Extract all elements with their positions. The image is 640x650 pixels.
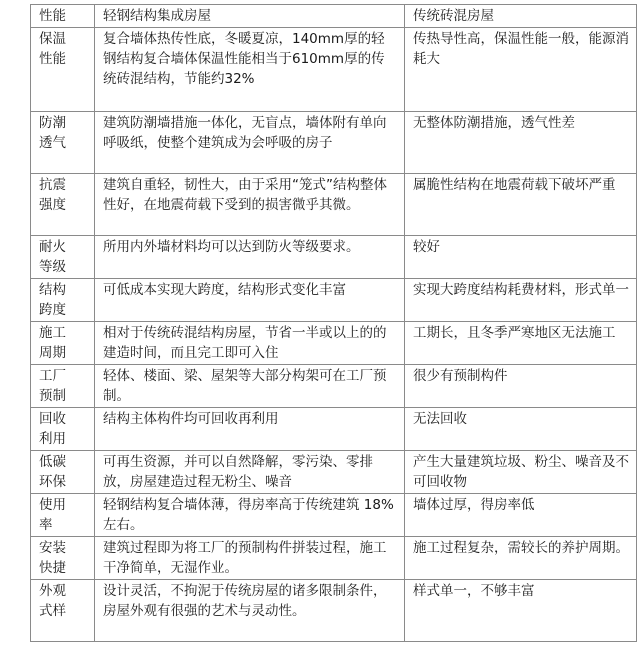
table-row [31,451,637,494]
row-brick-house: 无整体防潮措施，透气性差 [405,112,637,174]
row-attribute: 防潮 透气 [31,112,95,174]
row-attribute: 耐火 等级 [31,236,95,279]
header-brick-house: 传统砖混房屋 [405,5,637,28]
row-brick-house: 工期长，且冬季严寒地区无法施工 [405,322,637,365]
table-row [31,322,637,365]
row-attribute: 工厂 预制 [31,365,95,408]
table-row [31,28,637,112]
comparison-table [30,4,637,642]
row-brick-house: 无法回收 [405,408,637,451]
table-header-row [31,5,637,28]
row-brick-house: 较好 [405,236,637,279]
table-row [31,537,637,580]
row-steel-house: 建筑自重轻，韧性大，由于采用“笼式”结构整体性好，在地震荷载下受到的损害微乎其微。 [95,174,405,236]
row-steel-house: 轻钢结构复合墙体薄，得房率高于传统建筑 18%左右。 [95,494,405,537]
row-steel-house: 建筑防潮墙措施一体化，无盲点，墙体附有单向呼吸纸，使整个建筑成为会呼吸的房子 [95,112,405,174]
row-brick-house: 实现大跨度结构耗费材料，形式单一 [405,279,637,322]
row-attribute: 低碳 环保 [31,451,95,494]
row-attribute: 外观 式样 [31,580,95,642]
row-brick-house: 样式单一，不够丰富 [405,580,637,642]
row-steel-house: 结构主体构件均可回收再利用 [95,408,405,451]
row-attribute: 施工 周期 [31,322,95,365]
row-brick-house: 属脆性结构在地震荷载下破坏严重 [405,174,637,236]
row-attribute: 结构 跨度 [31,279,95,322]
row-brick-house: 很少有预制构件 [405,365,637,408]
row-steel-house: 所用内外墙材料均可以达到防火等级要求。 [95,236,405,279]
header-attribute: 性能 [31,5,95,28]
row-steel-house: 设计灵活，不拘泥于传统房屋的诸多限制条件，房屋外观有很强的艺术与灵动性。 [95,580,405,642]
table-row [31,236,637,279]
row-attribute: 安装 快捷 [31,537,95,580]
row-brick-house: 墙体过厚，得房率低 [405,494,637,537]
row-brick-house: 施工过程复杂，需较长的养护周期。 [405,537,637,580]
table-row [31,580,637,642]
table-body [31,28,637,642]
table-row [31,494,637,537]
row-attribute: 使用 率 [31,494,95,537]
row-attribute: 回收 利用 [31,408,95,451]
row-steel-house: 复合墙体热传性底，冬暖夏凉，140mm厚的轻钢结构复合墙体保温性能相当于610mm厚的传统砖混结构，节能约32% [95,28,405,112]
row-steel-house: 相对于传统砖混结构房屋，节省一半或以上的的建造时间，而且完工即可入住 [95,322,405,365]
table-row [31,408,637,451]
row-steel-house: 建筑过程即为将工厂的预制构件拼装过程，施工干净简单，无湿作业。 [95,537,405,580]
row-brick-house: 传热导性高，保温性能一般，能源消耗大 [405,28,637,112]
header-steel-house: 轻钢结构集成房屋 [95,5,405,28]
row-attribute: 保温 性能 [31,28,95,112]
table-row [31,174,637,236]
row-steel-house: 轻体、楼面、梁、屋架等大部分构架可在工厂预制。 [95,365,405,408]
table-row [31,365,637,408]
row-steel-house: 可低成本实现大跨度，结构形式变化丰富 [95,279,405,322]
row-attribute: 抗震 强度 [31,174,95,236]
row-brick-house: 产生大量建筑垃圾、粉尘、噪音及不可回收物 [405,451,637,494]
table-row [31,279,637,322]
row-steel-house: 可再生资源，并可以自然降解，零污染、零排放，房屋建造过程无粉尘、噪音 [95,451,405,494]
table-row [31,112,637,174]
